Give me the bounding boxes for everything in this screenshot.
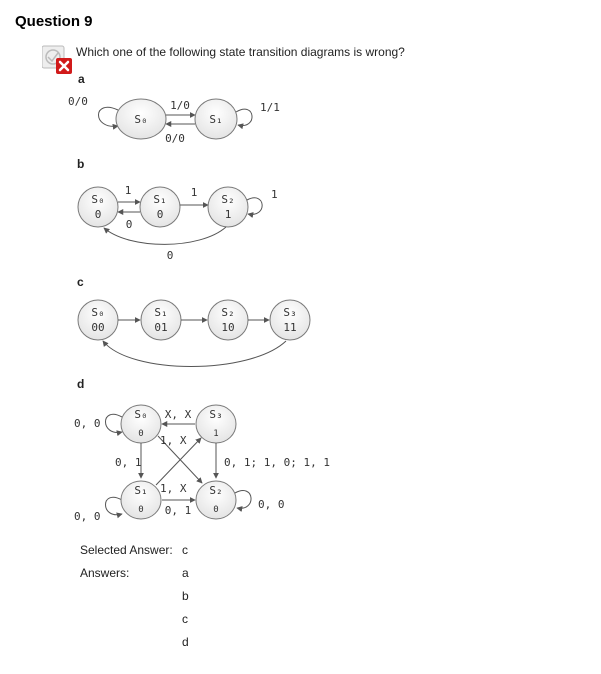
d-s1-out: 0 (138, 505, 144, 515)
c-s0-out: 00 (91, 321, 105, 334)
answer-item-c: c (182, 612, 188, 626)
b-s2-name: S₂ (221, 193, 235, 206)
b-s0-out: 0 (94, 208, 102, 221)
diagram-b (78, 184, 278, 262)
d-e03-label: X, X (164, 408, 192, 421)
d-self2-label: 0, 0 (258, 498, 285, 511)
question-text: Which one of the following state transition diagrams is wrong? (76, 45, 405, 59)
b-e01-label: 1 (124, 184, 132, 197)
d-diag2-label: 1, X (160, 482, 187, 495)
answer-item-a: a (182, 566, 189, 580)
d-s3-out: 1 (213, 429, 219, 439)
option-c-label: c (77, 275, 84, 289)
a-self0-label: 0/0 (68, 95, 88, 108)
answer-item-b: b (182, 589, 189, 603)
d-s1-name: S₁ (134, 484, 148, 497)
b-s1-out: 0 (156, 208, 164, 221)
b-self-loop-s2 (247, 198, 262, 215)
answer-item-d: d (182, 635, 189, 649)
selected-answer-value: c (182, 543, 188, 557)
a-s0-name: S₀ (134, 113, 148, 126)
answers-label: Answers: (80, 566, 130, 580)
d-diag1-label: 1, X (160, 434, 187, 447)
b-s1-name: S₁ (153, 193, 167, 206)
diagram-d (74, 405, 330, 523)
b-e12-label: 1 (190, 186, 198, 199)
option-b-label: b (77, 157, 85, 171)
a-bottom-label: 0/0 (165, 132, 185, 145)
c-s3-name: S₃ (283, 306, 297, 319)
a-s1-name: S₁ (209, 113, 223, 126)
d-s0-out: 0 (138, 429, 144, 439)
d-s0-name: S₀ (134, 408, 148, 421)
selected-answer-label: Selected Answer: (80, 543, 173, 557)
a-self-loop-s0 (99, 107, 119, 126)
d-s2-name: S₂ (209, 484, 223, 497)
d-self1-label: 0, 0 (74, 510, 101, 523)
b-s2-out: 1 (224, 208, 232, 221)
b-edge-s2-s0 (104, 227, 226, 244)
diagram-a (68, 95, 280, 145)
a-self-loop-s1 (236, 109, 252, 125)
c-s2-name: S₂ (221, 306, 235, 319)
c-s1-out: 01 (154, 321, 168, 334)
d-self-loop-s2 (235, 491, 251, 509)
option-d-label: d (77, 377, 85, 391)
c-s0-name: S₀ (91, 306, 105, 319)
option-a-label: a (78, 72, 85, 86)
d-s2-out: 0 (213, 505, 219, 515)
c-s2-out: 10 (221, 321, 235, 334)
d-e01-label: 0, 1 (115, 456, 142, 469)
a-top-label: 1/0 (170, 99, 190, 112)
b-e20-label: 0 (166, 249, 174, 262)
c-s1-name: S₁ (154, 306, 168, 319)
b-s0-name: S₀ (91, 193, 105, 206)
b-self2-label: 1 (271, 188, 278, 201)
c-s3-out: 11 (283, 321, 297, 334)
d-self-loop-s0 (106, 414, 123, 432)
diagram-c (78, 300, 310, 367)
d-e12-label: 0, 1 (164, 504, 192, 517)
question-title: Question 9 (15, 13, 93, 30)
d-e32-label: 0, 1; 1, 0; 1, 1 (224, 456, 330, 469)
a-self1-label: 1/1 (260, 101, 280, 114)
b-e10-label: 0 (125, 218, 133, 231)
d-self-loop-s1 (106, 497, 123, 514)
d-s3-name: S₃ (209, 408, 223, 421)
c-edge-s3-s0 (103, 341, 286, 367)
d-self0-label: 0, 0 (74, 417, 101, 430)
